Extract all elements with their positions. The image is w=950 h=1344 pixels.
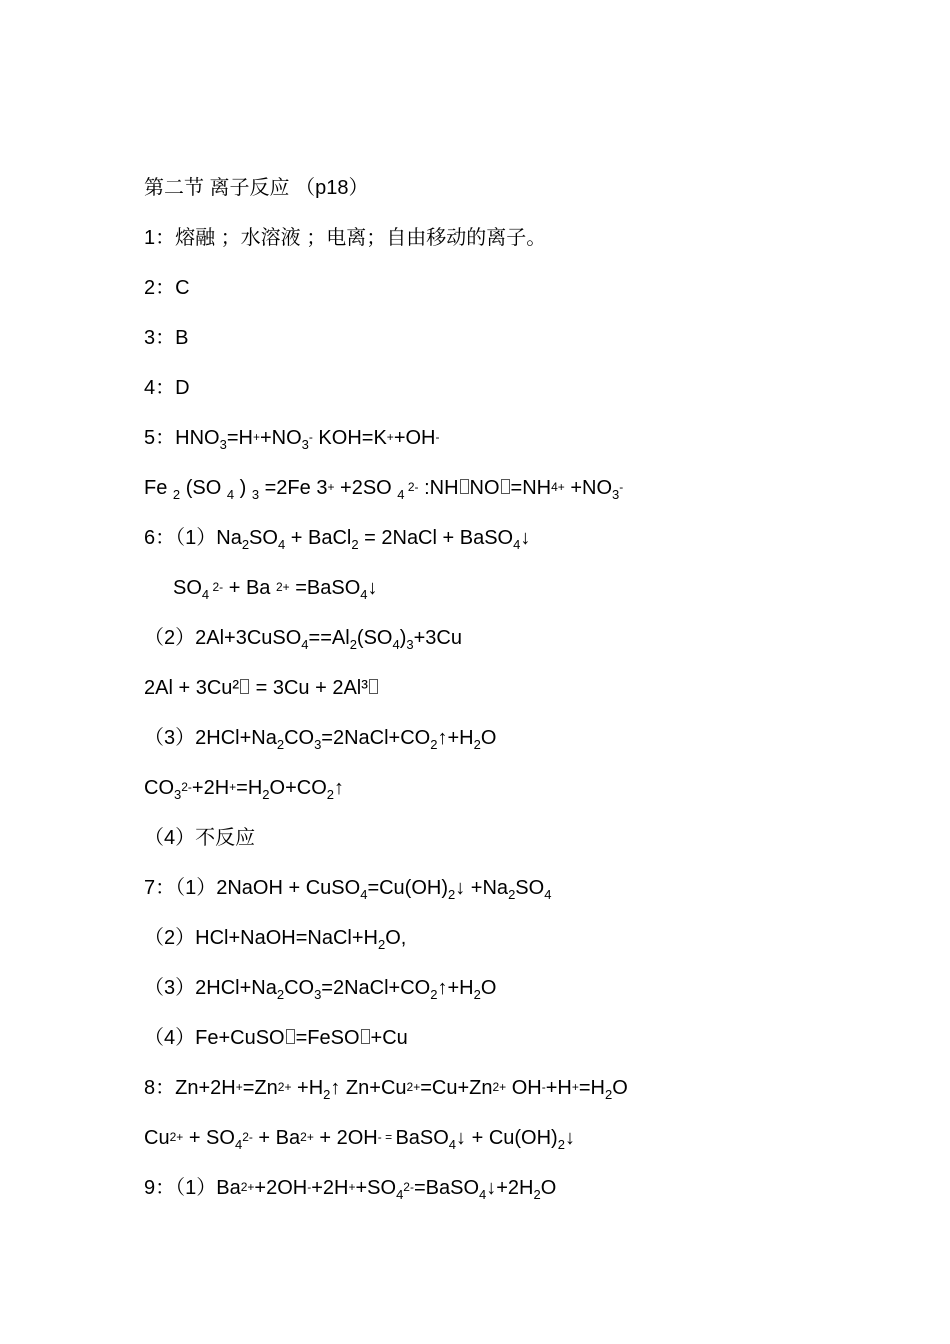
text-line [173, 576, 378, 600]
subscript-text: 2 [430, 987, 438, 1002]
line-text: + SO [183, 1127, 235, 1149]
line-text: +2SO [334, 477, 398, 499]
line-text: O [612, 1077, 628, 1099]
supscript-text: + [252, 430, 260, 444]
line-text: = 2NaCl + BaSO [358, 527, 514, 549]
subscript-text: 2 [276, 987, 285, 1002]
line-text: SO [249, 527, 278, 549]
line-text: +OH [393, 427, 436, 449]
line-text: 6：（1）Na [144, 527, 242, 549]
line-text: KOH=K [312, 427, 387, 449]
text-line [144, 226, 546, 250]
supscript-text: + [327, 480, 335, 494]
supscript-text: - [541, 1080, 546, 1094]
line-text: + Ba [223, 577, 276, 599]
line-text: =BaSO [289, 577, 361, 599]
supscript-text: + [235, 1080, 243, 1094]
subscript-text: 4 [392, 637, 400, 652]
line-text: CO [144, 777, 174, 799]
line-text: = 3Cu + 2Al³ [250, 677, 368, 699]
subscript-text: 2 [557, 1137, 565, 1152]
subscript-text: 2 [605, 1087, 613, 1102]
line-text: =H [226, 427, 253, 449]
line-text: +NO [564, 477, 613, 499]
missing-glyph-box [501, 479, 510, 494]
supscript-text: 2- [403, 1180, 414, 1194]
supscript-text: + [348, 1180, 356, 1194]
line-text: 7：（1）2NaOH + CuSO [144, 877, 361, 899]
subscript-text: 4 [201, 587, 210, 602]
line-text: +2H [191, 777, 230, 799]
missing-glyph-box [240, 679, 249, 694]
line-text: ↑ Zn+Cu [330, 1077, 407, 1099]
line-text: (SO [356, 627, 393, 649]
text-line [144, 476, 623, 500]
text-line [144, 326, 188, 350]
line-text: ) [399, 627, 407, 649]
subscript-text: 2 [533, 1187, 541, 1202]
subscript-text: 4 [396, 1187, 404, 1202]
supscript-text: 2+ [240, 1180, 255, 1194]
subscript-text: 4 [360, 887, 368, 902]
line-text: OH [506, 1077, 542, 1099]
line-text: 3：B [144, 327, 189, 349]
line-text: （2）HCl+NaOH=NaCl+H [144, 927, 378, 949]
line-text: =2Fe 3 [259, 477, 328, 499]
text-line [144, 526, 530, 550]
subscript-text: 4 [544, 887, 552, 902]
line-text: +3Cu [413, 627, 462, 649]
line-text: 9：（1）Ba [144, 1177, 241, 1199]
supscript-text: + [386, 430, 394, 444]
line-text: 2Al + 3Cu² [144, 677, 240, 699]
line-text: +2H [311, 1177, 349, 1199]
line-text: 8：Zn+2H [144, 1077, 236, 1099]
subscript-text: 2 [448, 887, 456, 902]
line-text: + BaCl [285, 527, 352, 549]
subscript-text: 4 [234, 1137, 243, 1152]
subscript-text: 4 [301, 637, 309, 652]
supscript-text: - [307, 1180, 312, 1194]
line-text: +SO [355, 1177, 397, 1199]
subscript-text: 2 [349, 637, 357, 652]
subscript-text: 2 [326, 787, 335, 802]
line-text: O [480, 977, 497, 999]
line-text: 1：熔融 ；水溶液 ；电离；自由移动的离子。 [144, 227, 547, 249]
line-text: BaSO [395, 1127, 449, 1149]
text-line [144, 726, 496, 750]
supscript-text: 2+ [300, 1130, 314, 1144]
supscript-text: 4+ [551, 480, 565, 494]
supscript-text: = [381, 1130, 396, 1144]
line-text: ↓ [367, 577, 378, 599]
line-text: +H [291, 1077, 324, 1099]
line-text: =BaSO [413, 1177, 480, 1199]
line-text: ↑+H [437, 977, 474, 999]
line-text: （3）2HCl+Na [144, 727, 277, 749]
line-text: =FeSO [295, 1027, 360, 1049]
text-line [144, 1026, 408, 1050]
line-text: Cu [144, 1127, 170, 1149]
line-text: O [480, 727, 497, 749]
text-line [144, 176, 368, 200]
text-line [144, 1076, 628, 1100]
text-line [144, 826, 255, 850]
subscript-text: 2 [473, 737, 481, 752]
supscript-text: - [377, 1130, 382, 1144]
line-text: =Zn [242, 1077, 278, 1099]
subscript-text: 4 [448, 1137, 457, 1152]
line-text: 5：HNO [144, 427, 220, 449]
subscript-text: 3 [301, 437, 309, 452]
supscript-text: 2+ [277, 1080, 292, 1094]
text-line [144, 1126, 575, 1150]
subscript-text: 3 [406, 637, 414, 652]
missing-glyph-box [286, 1029, 295, 1044]
supscript-text: - [619, 480, 624, 494]
line-text: （4）Fe+CuSO [144, 1027, 285, 1049]
subscript-text: 2 [262, 787, 270, 802]
text-line [144, 876, 551, 900]
subscript-text: 2 [323, 1087, 331, 1102]
line-text: ) [234, 477, 252, 499]
line-text: O, [385, 927, 407, 949]
missing-glyph-box [361, 1029, 370, 1044]
supscript-text: 2- [404, 480, 419, 494]
line-text: 2：C [144, 277, 190, 299]
text-line [144, 426, 440, 450]
text-line [144, 976, 496, 1000]
line-text: +Cu [370, 1027, 408, 1049]
line-text: （3）2HCl+Na [144, 977, 277, 999]
supscript-text: 2+ [406, 1080, 421, 1094]
line-text: NO [469, 477, 500, 499]
line-text: Fe [144, 477, 173, 499]
text-line [144, 626, 462, 650]
subscript-text: 2 [241, 537, 250, 552]
line-text: ↑+H [437, 727, 474, 749]
subscript-text: 2 [351, 537, 359, 552]
line-text: 4：D [144, 377, 190, 399]
supscript-text: + [571, 1080, 579, 1094]
line-text: ↓ [564, 1127, 575, 1149]
text-line [144, 1176, 556, 1200]
subscript-text: 2 [276, 737, 285, 752]
line-text: ↑ [334, 777, 345, 799]
line-text: ↓ + Cu(OH) [456, 1127, 558, 1149]
subscript-text: 2 [430, 737, 438, 752]
supscript-text: 2- [181, 780, 192, 794]
line-text: +NO [259, 427, 302, 449]
supscript-text: - [435, 430, 440, 444]
line-text: =H [578, 1077, 605, 1099]
subscript-text: 2 [508, 887, 516, 902]
text-line [144, 676, 379, 700]
line-text: + 2OH [313, 1127, 378, 1149]
subscript-text: 4 [513, 537, 521, 552]
supscript-text: 2+ [492, 1080, 507, 1094]
line-text: (SO [180, 477, 227, 499]
line-text: =2NaCl+CO [321, 727, 431, 749]
line-text: O+CO [269, 777, 327, 799]
missing-glyph-box [369, 679, 378, 694]
line-text: CO [284, 977, 315, 999]
supscript-text: 2+ [169, 1130, 184, 1144]
subscript-text: 2 [172, 487, 181, 502]
subscript-text: 4 [397, 487, 405, 502]
subscript-text: 3 [314, 737, 322, 752]
line-text: ↓ +Na [455, 877, 509, 899]
line-text: （4）不反应 [144, 827, 256, 849]
supscript-text: 2+ [275, 580, 290, 594]
line-text: O [540, 1177, 557, 1199]
missing-glyph-box [460, 479, 469, 494]
line-text: :NH [418, 477, 459, 499]
line-text: + Ba [252, 1127, 301, 1149]
supscript-text: + [229, 780, 237, 794]
subscript-text: 4 [277, 537, 286, 552]
line-text: SO [173, 577, 202, 599]
line-text: =H [236, 777, 263, 799]
text-line [144, 776, 344, 800]
subscript-text: 3 [174, 787, 182, 802]
line-text: =Cu(OH) [367, 877, 449, 899]
supscript-text: 2- [242, 1130, 253, 1144]
supscript-text: 2- [209, 580, 224, 594]
line-text: ↓+2H [486, 1177, 534, 1199]
line-text: ==Al [308, 627, 350, 649]
line-text: （2）2Al+3CuSO [144, 627, 302, 649]
subscript-text: 3 [219, 437, 227, 452]
subscript-text: 4 [360, 587, 368, 602]
line-text: =Cu+Zn [420, 1077, 493, 1099]
subscript-text: 4 [226, 487, 235, 502]
line-text: SO [515, 877, 545, 899]
line-text: +2OH [254, 1177, 308, 1199]
subscript-text: 3 [251, 487, 260, 502]
subscript-text: 4 [479, 1187, 487, 1202]
line-text: =2NaCl+CO [321, 977, 431, 999]
line-text: ↓ [520, 527, 531, 549]
supscript-text: - [308, 430, 313, 444]
line-text: +H [545, 1077, 572, 1099]
text-line [144, 376, 190, 400]
subscript-text: 3 [314, 987, 322, 1002]
subscript-text: 2 [377, 937, 386, 952]
subscript-text: 3 [612, 487, 620, 502]
text-line [144, 276, 190, 300]
text-line [144, 926, 406, 950]
line-text: CO [284, 727, 315, 749]
line-text: 第二节 离子反应 （p18） [144, 177, 369, 199]
subscript-text: 2 [473, 987, 481, 1002]
line-text: =NH [510, 477, 552, 499]
